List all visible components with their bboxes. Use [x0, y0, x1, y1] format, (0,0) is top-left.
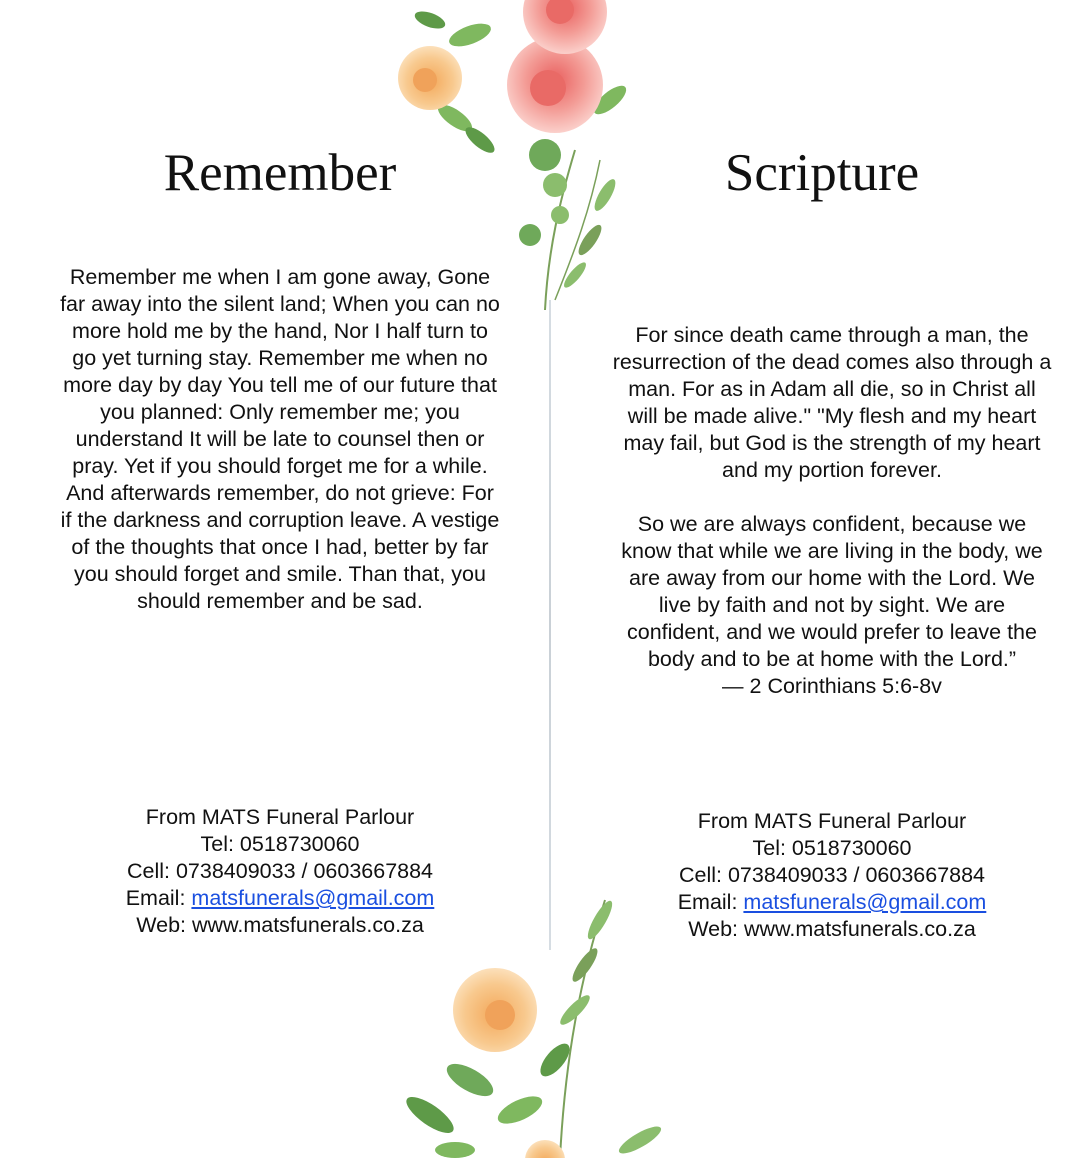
email-line [60, 885, 500, 912]
website: Web: www.matsfunerals.co.za [136, 913, 424, 937]
telephone: Tel: 0518730060 [200, 832, 360, 856]
left-contact-block [60, 804, 500, 939]
scripture-section [612, 322, 1052, 700]
cellphone: Cell: 0738409033 / 0603667884 [678, 863, 986, 887]
email-link[interactable]: matsfunerals@gmail.com [743, 890, 987, 914]
email-line [612, 889, 1052, 916]
scripture-paragraph-2: So we are always confident, because we know that while we are living in the body, we are away from our home with the Lord. We live by faith and not by sight. We are confident, and we would prefer to leave the body and to be at home with the Lord.” [621, 512, 1043, 671]
funeral-parlour-name: From MATS Funeral Parlour [697, 809, 967, 833]
telephone: Tel: 0518730060 [752, 836, 912, 860]
funeral-parlour-name: From MATS Funeral Parlour [145, 805, 415, 829]
email-label: Email: [125, 886, 192, 910]
cellphone: Cell: 0738409033 / 0603667884 [126, 859, 434, 883]
right-contact-block [612, 808, 1052, 943]
email-label: Email: [677, 890, 744, 914]
scripture-paragraph-1: For since death came through a man, the resurrection of the dead comes also through a man. For as in Adam all die, so in Christ all will be made alive." "My flesh and my heart may fail, but God is the strength of my heart and my portion forever. [612, 323, 1052, 482]
scripture-citation: — 2 Corinthians 5:6-8v [722, 674, 942, 698]
email-link[interactable]: matsfunerals@gmail.com [191, 886, 435, 910]
website: Web: www.matsfunerals.co.za [688, 917, 976, 941]
center-divider [549, 300, 551, 950]
poem-section [60, 264, 500, 615]
scripture-heading: Scripture [724, 144, 920, 202]
poem-text: Remember me when I am gone away, Gone far away into the silent land; When you can no more hold me by the hand, Nor I half turn to go yet turning stay. Remember me when no more day by day You tell me of our future that you planned: Only remember me; you understand It will be late to counsel then or pray. Yet if you should forget me for a while. And afterwards remember, do not grieve: For if the darkness and corruption leave. A vestige of the thoughts that once I had, better by far you should forget and smile. Than that, you should remember and be sad. [60, 265, 500, 613]
remember-heading: Remember [163, 144, 397, 202]
